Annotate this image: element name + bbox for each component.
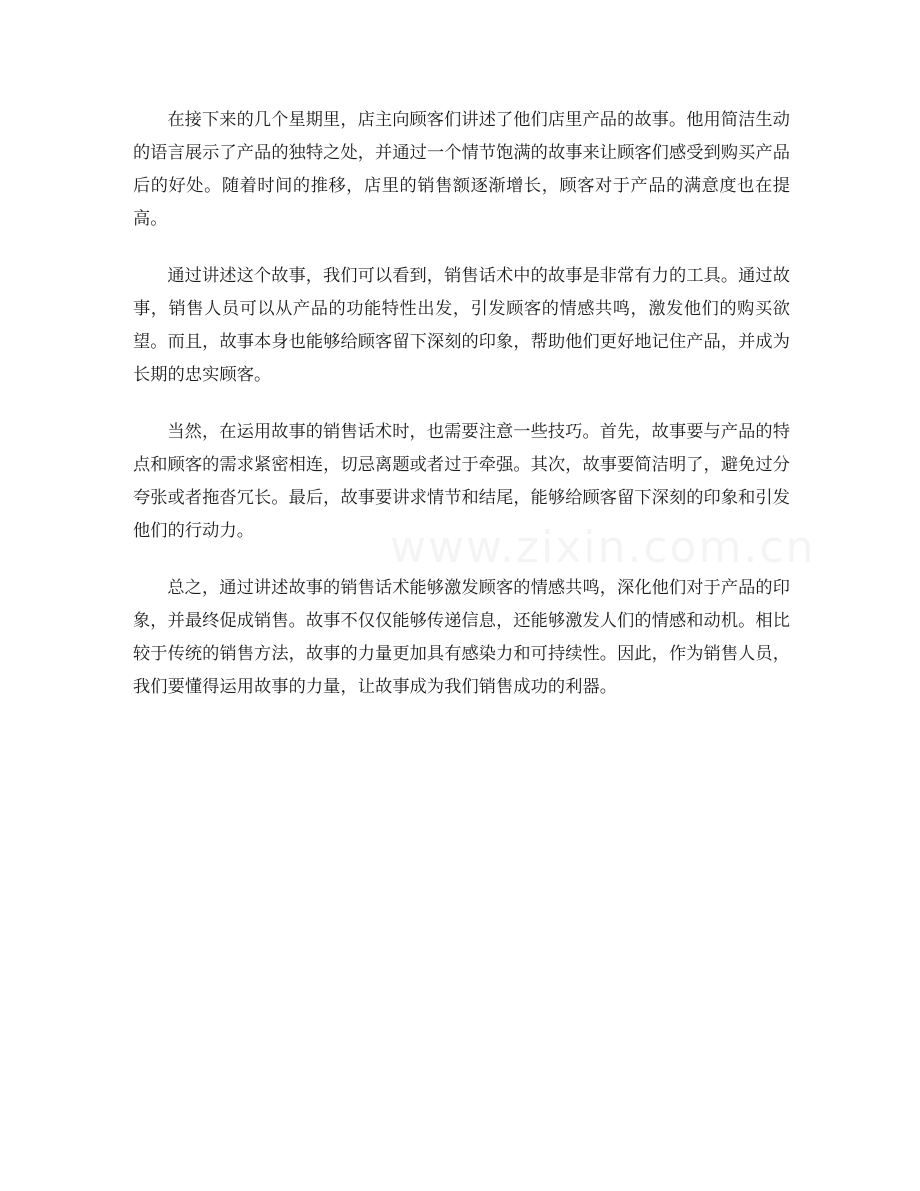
document-body [133, 104, 790, 728]
paragraph: 在接下来的几个星期里，店主向顾客们讲述了他们店里产品的故事。他用简洁生动的语言展示了产品的独特之处，并通过一个情节饱满的故事来让顾客们感受到购买产品后的好处。随着时间的推移，店里的销售额逐渐增长，顾客对于产品的满意度也在提高。 [133, 110, 790, 229]
paragraph: 当然，在运用故事的销售话术时，也需要注意一些技巧。首先，故事要与产品的特点和顾客的需求紧密相连，切忌离题或者过于牵强。其次，故事要简洁明了，避免过分夸张或者拖沓冗长。最后，故事要讲求情节和结尾，能够给顾客留下深刻的印象和引发他们的行动力。 [133, 422, 790, 541]
paragraph: 总之，通过讲述故事的销售话术能够激发顾客的情感共鸣，深化他们对于产品的印象，并最终促成销售。故事不仅仅能够传递信息，还能够激发人们的情感和动机。相比较于传统的销售方法，故事的力量更加具有感染力和可持续性。因此，作为销售人员，我们要懂得运用故事的力量，让故事成为我们销售成功的利器。 [133, 578, 790, 697]
paragraph: 通过讲述这个故事，我们可以看到，销售话术中的故事是非常有力的工具。通过故事，销售人员可以从产品的功能特性出发，引发顾客的情感共鸣，激发他们的购买欲望。而且，故事本身也能够给顾客留下深刻的印象，帮助他们更好地记住产品，并成为长期的忠实顾客。 [133, 266, 790, 385]
